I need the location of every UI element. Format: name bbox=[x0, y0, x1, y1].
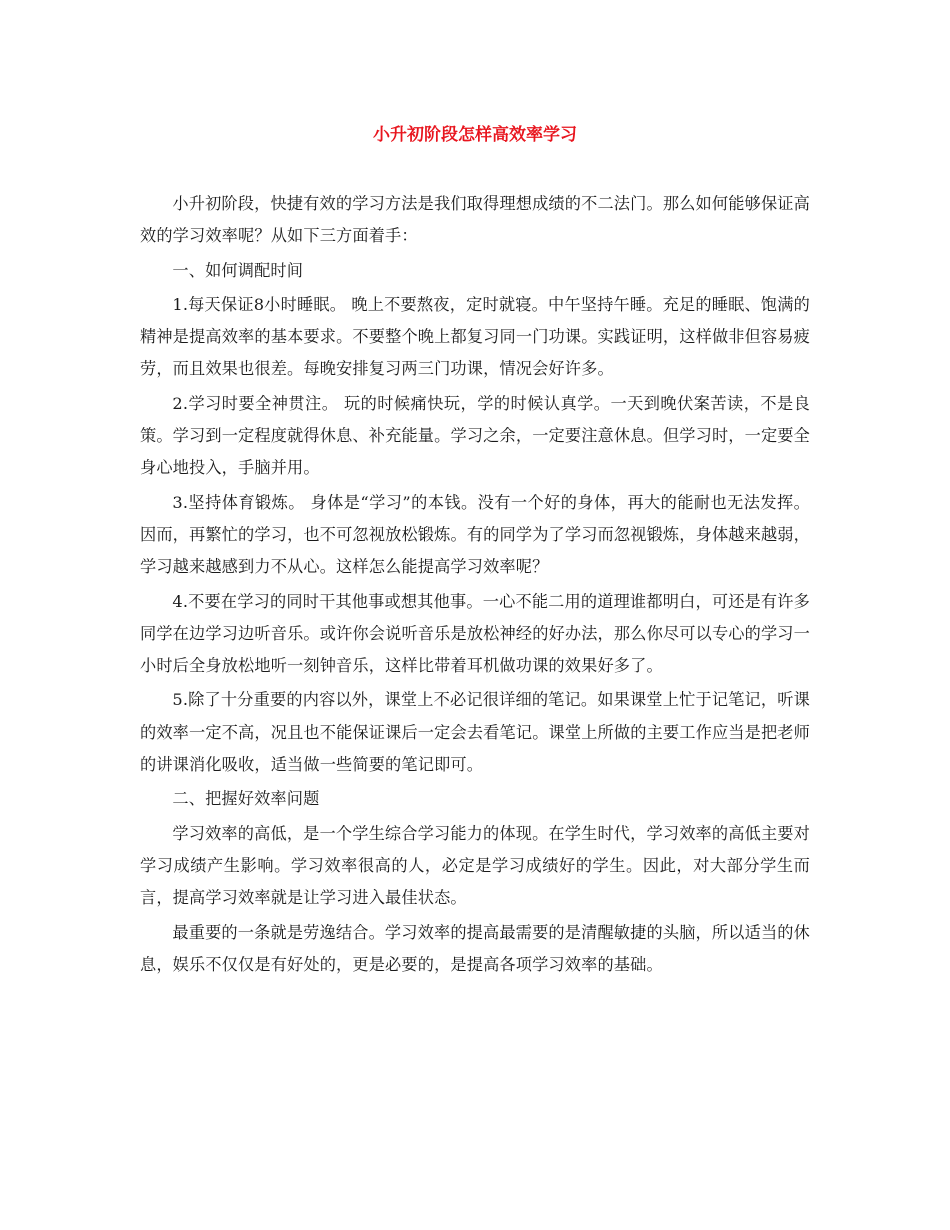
document-title: 小升初阶段怎样高效率学习 bbox=[373, 125, 577, 145]
section-heading-time: 一、如何调配时间 bbox=[172, 260, 304, 280]
efficiency-paragraph-1: 学习效率的高低，是一个学生综合学习能力的体现。在学生时代，学习效率的高低主要对学习成绩产生影响。学习效率很高的人，必定是学习成绩好的学生。因此，对大部分学生而言，提高学习效率就是让学习进入最佳状态。 bbox=[140, 823, 810, 908]
intro-paragraph: 小升初阶段，快捷有效的学习方法是我们取得理想成绩的不二法门。那么如何能够保证高效的学习效率呢？从如下三方面着手： bbox=[140, 194, 810, 246]
tip-paragraph-5: 5.除了十分重要的内容以外，课堂上不必记很详细的笔记。如果课堂上忙于记笔记，听课的效率一定不高，况且也不能保证课后一定会去看笔记。课堂上所做的主要工作应当是把老师的讲课消化吸收，适当做一些简要的笔记即可。 bbox=[140, 690, 810, 775]
tip-paragraph-4: 4.不要在学习的同时干其他事或想其他事。一心不能二用的道理谁都明白，可还是有许多同学在边学习边听音乐。或许你会说听音乐是放松神经的好办法，那么你尽可以专心的学习一小时后全身放松地听一刻钟音乐，这样比带着耳机做功课的效果好多了。 bbox=[140, 591, 810, 676]
tip-paragraph-3: 3.坚持体育锻炼。 身体是“学习”的本钱。没有一个好的身体，再大的能耐也无法发挥。因而，再繁忙的学习，也不可忽视放松锻炼。有的同学为了学习而忽视锻炼，身体越来越弱，学习越来越感到力不从心。这样怎么能提高学习效率呢？ bbox=[140, 492, 810, 577]
section-heading-efficiency: 二、把握好效率问题 bbox=[172, 789, 320, 809]
efficiency-paragraph-2: 最重要的一条就是劳逸结合。学习效率的提高最需要的是清醒敏捷的头脑，所以适当的休息，娱乐不仅仅是有好处的，更是必要的，是提高各项学习效率的基础。 bbox=[140, 922, 810, 974]
tip-paragraph-2: 2.学习时要全神贯注。 玩的时候痛快玩，学的时候认真学。一天到晚伏案苦读，不是良策。学习到一定程度就得休息、补充能量。学习之余，一定要注意休息。但学习时，一定要全身心地投入，手脑并用。 bbox=[140, 393, 810, 478]
document-body bbox=[140, 188, 810, 983]
tip-paragraph-1: 1.每天保证8小时睡眠。 晚上不要熬夜，定时就寝。中午坚持午睡。充足的睡眠、饱满的精神是提高效率的基本要求。不要整个晚上都复习同一门功课。实践证明，这样做非但容易疲劳，而且效果也很差。每晚安排复习两三门功课，情况会好许多。 bbox=[140, 294, 810, 379]
